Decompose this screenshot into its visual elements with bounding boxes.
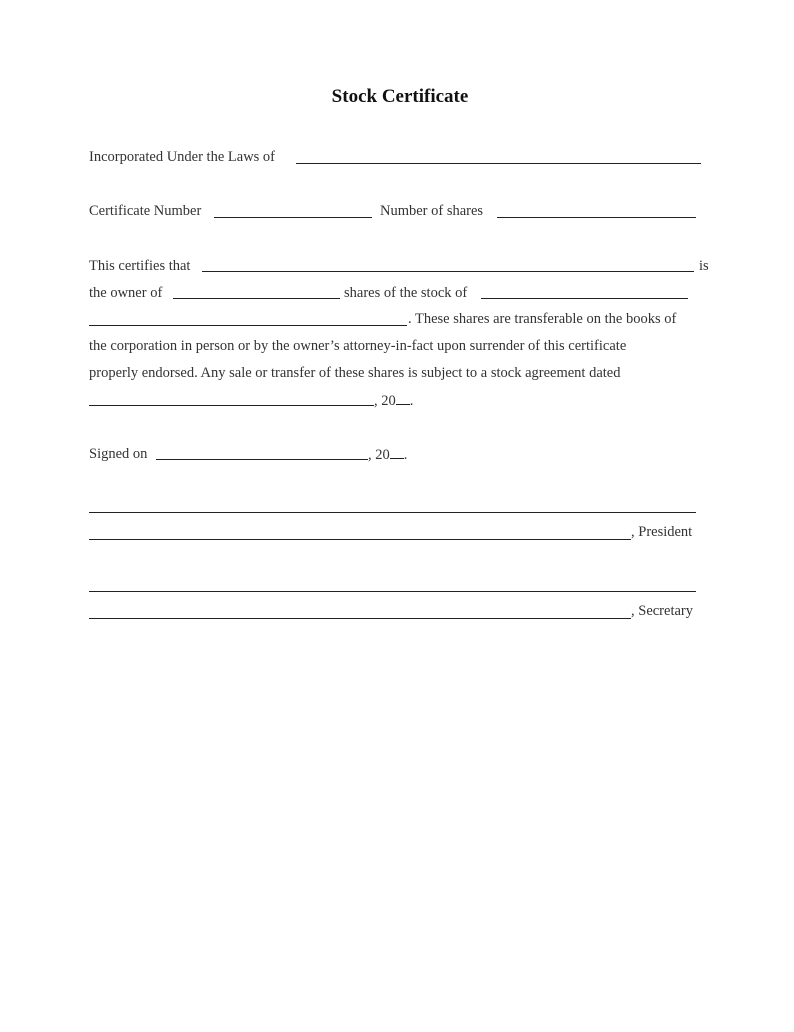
page-title: Stock Certificate xyxy=(331,86,469,107)
signed-date-suffix: . xyxy=(403,447,408,463)
incorporated-state-field[interactable] xyxy=(296,163,701,164)
signed-date-year xyxy=(368,446,407,464)
agreement-date-suffix: . xyxy=(409,393,414,409)
secretary-name-line[interactable] xyxy=(89,618,631,619)
certifies-line1-end: is xyxy=(699,258,709,274)
certificate-number-field[interactable] xyxy=(214,217,372,218)
number-of-shares-label: Number of shares xyxy=(380,203,484,219)
signed-year-field[interactable] xyxy=(390,446,404,459)
agreement-date-prefix: , 20 xyxy=(374,393,396,409)
company-name-field[interactable] xyxy=(481,298,688,299)
agreement-date-year xyxy=(374,392,413,410)
certifies-line2-start: the owner of xyxy=(89,285,163,301)
share-count-field[interactable] xyxy=(173,298,340,299)
secretary-label: , Secretary xyxy=(631,603,693,619)
owner-name-field[interactable] xyxy=(202,271,694,272)
certifies-line1-start: This certifies that xyxy=(89,258,191,274)
number-of-shares-field[interactable] xyxy=(497,217,696,218)
certificate-number-label: Certificate Number xyxy=(89,203,202,219)
certifies-line5: properly endorsed. Any sale or transfer of these shares is subject to a stock agreement dated xyxy=(89,365,621,381)
certifies-line4: the corporation in person or by the owner’s attorney-in-fact upon surrender of this certificate xyxy=(89,338,627,354)
company-name-field-continued[interactable] xyxy=(89,325,407,326)
signed-date-field[interactable] xyxy=(156,459,368,460)
signed-date-prefix: , 20 xyxy=(368,447,390,463)
certifies-line2-mid: shares of the stock of xyxy=(344,285,468,301)
president-label: , President xyxy=(631,524,693,540)
president-name-line[interactable] xyxy=(89,539,631,540)
incorporated-label: Incorporated Under the Laws of xyxy=(89,149,276,165)
secretary-signature-line[interactable] xyxy=(89,591,696,592)
certifies-line3-end: . These shares are transferable on the books of xyxy=(408,311,677,327)
president-signature-line[interactable] xyxy=(89,512,696,513)
agreement-year-field[interactable] xyxy=(396,392,410,405)
agreement-date-field[interactable] xyxy=(89,405,374,406)
signed-on-label: Signed on xyxy=(89,446,148,462)
